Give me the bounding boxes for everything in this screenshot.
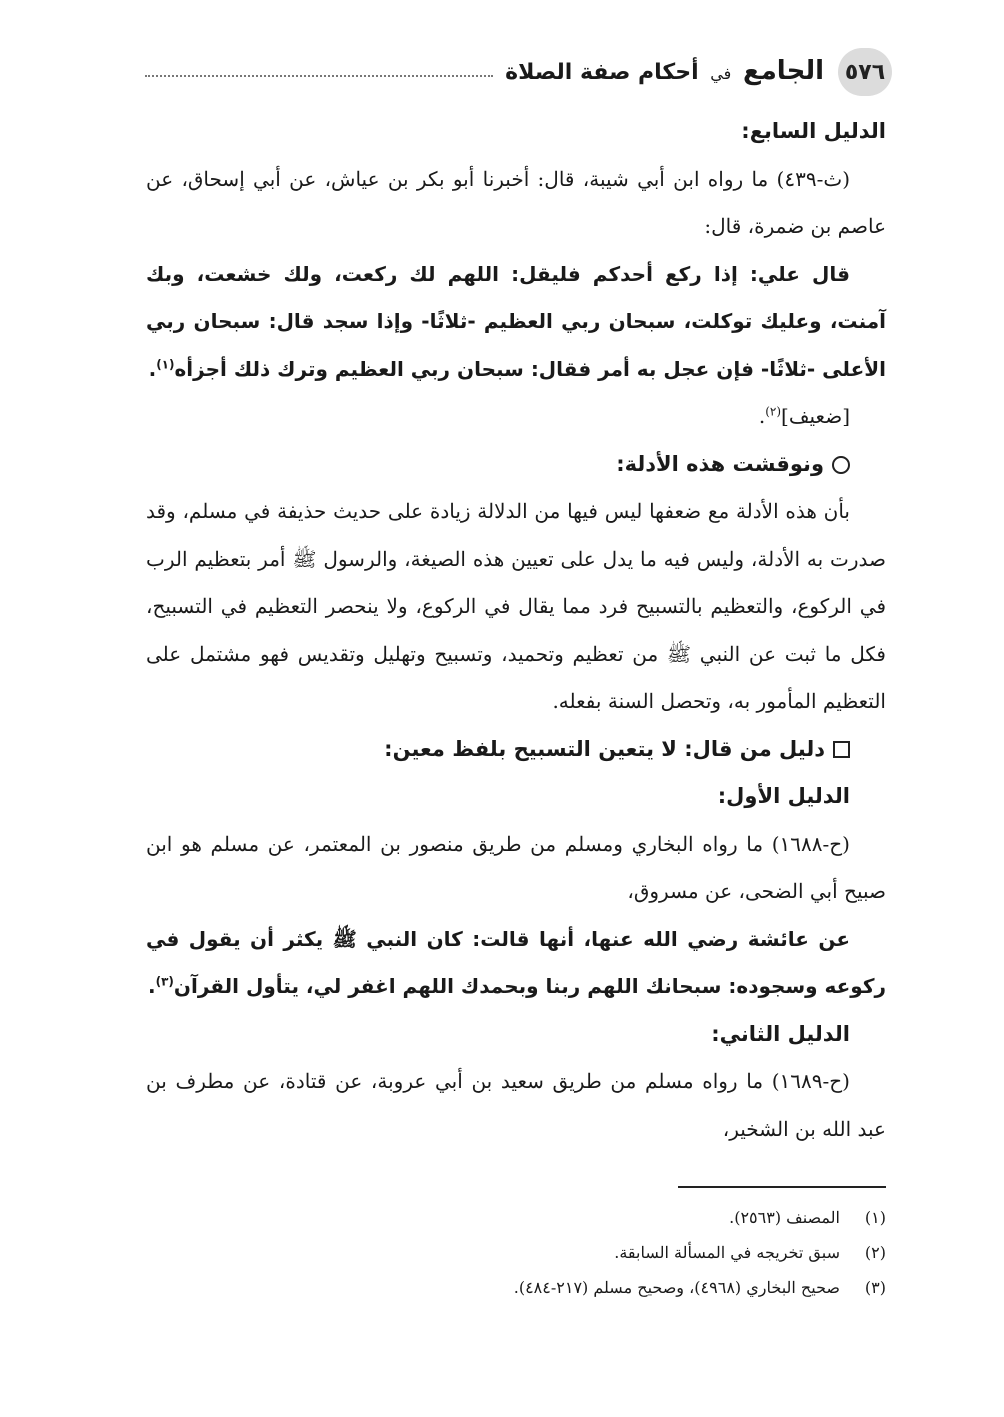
footnote-item [146,1270,886,1305]
footnote-text: صحيح البخاري (٤٩٦٨)، وصحيح مسلم (٢١٧-٤٨٤). [513,1278,840,1297]
quote-ali: قال علي: إذا ركع أحدكم فليقل: اللهم لك ركعت، ولك خشعت، وبك آمنت، وعليك توكلت، سبحان ربي العظيم -ثلاثًا- وإذا سجد قال: سبحان ربي الأعلى -ثلاثًا- فإن عجل به أمر فقال: سبحان ربي العظيم وترك ذلك أجزأه$^{(١)}$. [146,261,886,381]
quote-ali-text: قال علي: إذا ركع أحدكم فليقل: اللهم لك ركعت، ولك خشعت، وبك آمنت، وعليك توكلت، سبحان ربي العظيم -ثلاثًا- وإذا سجد قال: سبحان ربي الأعلى -ثلاثًا- فإن عجل به أمر فقال: سبحان ربي العظيم وترك ذلك أجزأه [146,261,886,381]
grading-text: [ضعيف] [781,404,850,428]
grading: [ضعيف]$^{(٢)}$. [758,404,850,428]
quote-aisha: عن عائشة رضي الله عنها، أنها قالت: كان النبي ﷺ يكثر أن يقول في ركوعه وسجوده: سبحانك اللهم ربنا وبحمدك اللهم اغفر لي، يتأول القرآن$^{(٣)}$. [146,926,886,998]
footnote-number: (٢) [864,1243,886,1262]
heading-discussion-text: ونوقشت هذه الأدلة: [616,451,824,476]
paragraph-discussion: بأن هذه الأدلة مع ضعفها ليس فيها من الدلالة زيادة على حديث حذيفة في مسلم، وقد صدرت به الأدلة، وليس فيه ما يدل على تعيين هذه الصيغة، والرسول ﷺ أمر بتعظيم الرب في الركوع، والتعظيم بالتسبيح فرد مما يقال في الركوع، ولا ينحصر التعظيم في التسبيح، فكل ما ثبت عن النبي ﷺ من تعظيم وتحميد، وتسبيح وتهليل وتقديس فهو مشتمل على التعظيم المأمور به، وتحصل السنة بفعله. [146,499,886,713]
heading-first-evidence: الدليل الأول: [717,784,850,808]
footnote-text: سبق تخريجه في المسألة السابقة. [614,1243,840,1262]
footnote-item [146,1200,886,1235]
footnotes [146,1200,886,1305]
circle-bullet-icon [832,456,850,474]
page-number: ٥٧٦ [838,48,892,96]
paragraph-narration-1: (ث-٤٣٩) ما رواه ابن أبي شيبة، قال: أخبرنا أبو بكر بن عياش، عن أبي إسحاق، عن عاصم بن ضمرة، قال: [146,166,886,238]
heading-discussion [146,441,886,489]
page-header [145,48,888,96]
heading-second-evidence: الدليل الثاني: [711,1021,850,1046]
footnote-number: (١) [864,1208,886,1227]
running-title [145,54,824,88]
footnote-separator [678,1186,886,1188]
book-title-rest: أحكام صفة الصلاة [505,60,699,85]
footnote-ref-1: (١) [156,356,175,371]
heading-opposing-view [146,726,886,774]
heading-seventh-evidence: الدليل السابع: [741,119,886,143]
quote-aisha-text: عن عائشة رضي الله عنها، أنها قالت: كان النبي ﷺ يكثر أن يقول في ركوعه وسجوده: سبحانك اللهم ربنا وبحمدك اللهم اغفر لي، يتأول القرآن [146,926,886,998]
header-dotted-rule [145,75,493,77]
book-title-main: الجامع [742,56,824,86]
paragraph-narration-3: (ح-١٦٨٩) ما رواه مسلم من طريق سعيد بن أبي عروبة، عن قتادة، عن مطرف بن عبد الله بن الشخير، [146,1069,886,1141]
heading-opposing-view-text: دليل من قال: لا يتعين التسبيح بلفظ معين: [384,736,825,761]
footnote-text: المصنف (٢٥٦٣). [729,1208,840,1227]
footnote-number: (٣) [864,1278,886,1297]
footnote-ref-2: (٢) [765,404,782,419]
footnote-item [146,1235,886,1270]
main-text [146,108,886,1153]
book-title-connector: في [710,64,732,83]
book-title [505,56,824,86]
paragraph-narration-2: (ح-١٦٨٨) ما رواه البخاري ومسلم من طريق منصور بن المعتمر، عن مسلم هو ابن صبيح أبي الضحى، عن مسروق، [146,831,886,903]
square-bullet-icon [833,741,850,758]
footnote-ref-3: (٣) [155,974,174,989]
